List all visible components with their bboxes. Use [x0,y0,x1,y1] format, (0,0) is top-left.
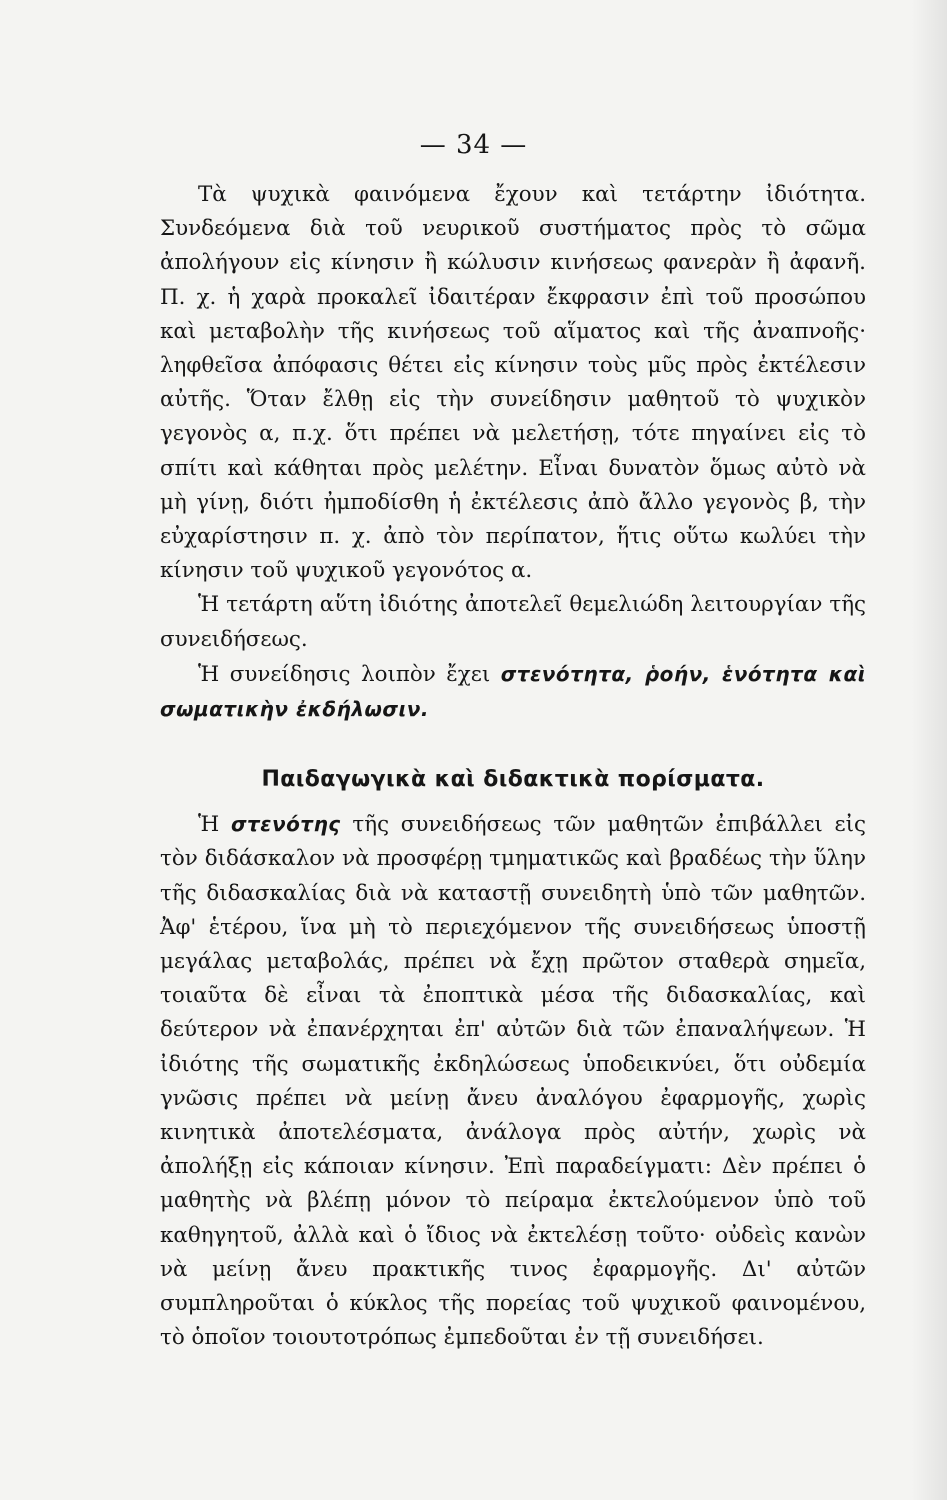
page-edge-shadow [911,0,947,1500]
summary-lead: Ἡ συνείδησις λοιπὸν ἔχει [198,661,501,687]
section-heading: Παιδαγωγικὰ καὶ διδακτικὰ πορίσματα. [261,767,765,793]
paragraph-pedagogical-conclusions [160,807,866,1355]
page-body [160,178,866,1356]
summary-emphasis: στενότητα, ῥοήν, ἑνότητα καὶ σωματικὴν ἐκδήλωσιν. [160,661,866,722]
paragraph-summary [160,657,866,727]
conclusions-text: τῆς συνειδήσεως τῶν μαθητῶν ἐπιβάλλει εἰς τὸν διδάσκαλον νὰ προσφέρῃ τμηματικῶς καὶ βραδέως τὴν ὕλην τῆς διδασκαλίας διὰ νὰ καταστῇ συνειδητὴ ὑπὸ τῶν μαθητῶν. Ἀφ' ἑτέρου, ἵνα μὴ τὸ περιεχόμενον τῆς συνειδήσεως ὑποστῇ μεγάλας μεταβολάς, πρέπει νὰ ἔχῃ πρῶτον σταθερὰ σημεῖα, τοιαῦτα δὲ εἶναι τὰ ἐποπτικὰ μέσα τῆς διδασκαλίας, καὶ δεύτερον νὰ ἐπανέρχηται ἐπ' αὐτῶν διὰ τῶν ἐπαναλήψεων. Ἡ ἰδιότης τῆς σωματικῆς ἐκδηλώσεως ὑποδεικνύει, ὅτι οὐδεμία γνῶσις πρέπει νὰ μείνῃ ἄνευ ἀναλόγου ἐφαρμογῆς, χωρὶς κινητικὰ ἀποτελέσματα, ἀνάλογα πρὸς αὐτήν, χωρὶς νὰ ἀπολήξῃ εἰς κάποιαν κίνησιν. Ἐπὶ παραδείγματι: Δὲν πρέπει ὁ μαθητὴς νὰ βλέπῃ μόνον τὸ πείραμα ἐκτελούμενον ὑπὸ τοῦ καθηγητοῦ, ἀλλὰ καὶ ὁ ἴδιος νὰ ἐκτελέσῃ τοῦτο· οὐδεὶς κανὼν νὰ μείνῃ ἄνευ πρακτικῆς τινος ἐφαρμογῆς. Δι' αὐτῶν συμπληροῦται ὁ κύκλος τῆς πορείας τοῦ ψυχικοῦ φαινομένου, τὸ ὁποῖον τοιουτοτρόπως ἐμπεδοῦται ἐν τῇ συνειδήσει. [160,812,866,1351]
paragraph-fourth-property: Τὰ ψυχικὰ φαινόμενα ἔχουν καὶ τετάρτην ἰδιότητα. Συνδεόμενα διὰ τοῦ νευρικοῦ συστήματος πρὸς τὸ σῶμα ἀπολήγουν εἰς κίνησιν ἢ κώλυσιν κινήσεως φανερὰν ἢ ἀφανῆ. Π. χ. ἡ χαρὰ προκαλεῖ ἰδαιτέραν ἔκφρασιν ἐπὶ τοῦ προσώπου καὶ μεταβολὴν τῆς κινήσεως τοῦ αἵματος καὶ τῆς ἀναπνοῆς· ληφθεῖσα ἀπόφασις θέτει εἰς κίνησιν τοὺς μῦς πρὸς ἐκτέλεσιν αὐτῆς. Ὅταν ἔλθῃ εἰς τὴν συνείδησιν μαθητοῦ τὸ ψυχικὸν γεγονὸς α, π.χ. ὅτι πρέπει νὰ μελετήσῃ, τότε πηγαίνει εἰς τὸ σπίτι καὶ κάθηται πρὸς μελέτην. Εἶναι δυνατὸν ὅμως αὐτὸ νὰ μὴ γίνῃ, διότι ἠμποδίσθη ἡ ἐκτέλεσις ἀπὸ ἄλλο γεγονὸς β, τὴν εὐχαρίστησιν π. χ. ἀπὸ τὸν περίπατον, ἥτις οὕτω κωλύει τὴν κίνησιν τοῦ ψυχικοῦ γεγονότος α. [160,182,866,584]
conclusions-lead: Ἡ [198,812,231,838]
paragraph-fundamental-function: Ἡ τετάρτη αὕτη ἰδιότης ἀποτελεῖ θεμελιώδη λειτουργίαν τῆς συνειδήσεως. [160,592,866,652]
page-number: — 34 — [419,130,528,160]
conclusions-emphasis: στενότης [230,812,341,837]
